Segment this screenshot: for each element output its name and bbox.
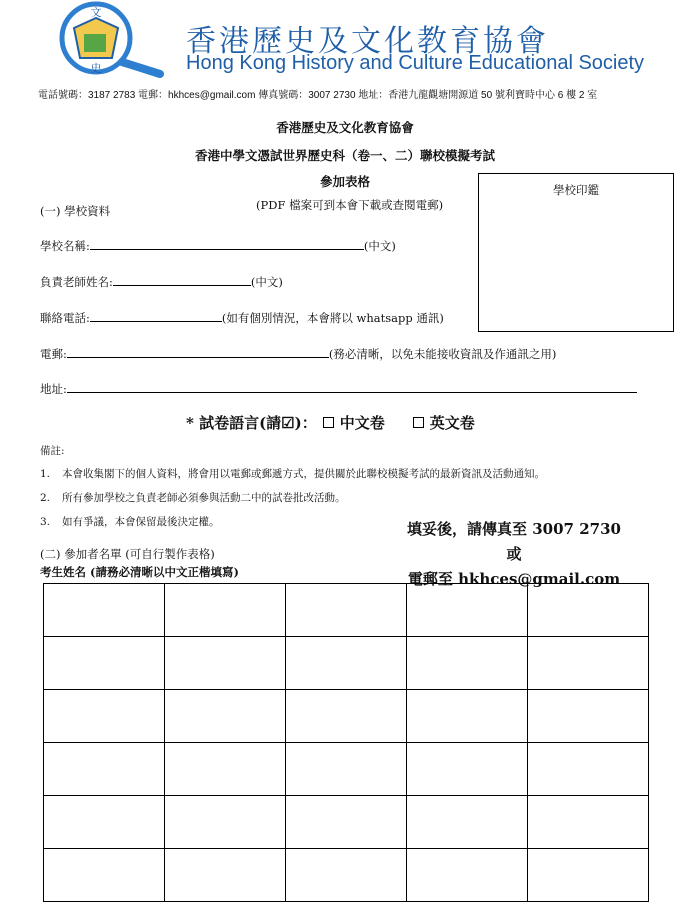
school-name-label: 學校名稱: — [40, 239, 90, 253]
name-cell[interactable] — [44, 743, 165, 796]
name-cell[interactable] — [165, 637, 286, 690]
teacher-name-label: 負責老師姓名: — [40, 275, 113, 289]
name-cell[interactable] — [165, 796, 286, 849]
name-cell[interactable] — [528, 637, 649, 690]
name-cell[interactable] — [44, 849, 165, 902]
teacher-name-suffix: (中文) — [250, 275, 283, 289]
notes-heading: 備註: — [40, 445, 65, 457]
contact-line: 電話號碼：3187 2783 電郵：hkhces@gmail.com 傳真號碼：3007 2730 地址：香港九龍觀塘開源道 50 號利寶時中心 6 樓 2 室 — [38, 90, 598, 101]
return-instruction-line1: 填妥後，請傳真至 3007 2730 或 — [407, 520, 621, 563]
society-logo — [52, 0, 184, 80]
name-cell[interactable] — [44, 796, 165, 849]
exam-language-row — [186, 412, 475, 433]
note-item — [40, 490, 346, 505]
logo-char-bottom: 史 — [90, 62, 102, 75]
email-suffix: (務必清晰，以免未能接收資訊及作通訊之用) — [328, 347, 557, 361]
note-item — [40, 514, 220, 529]
note-text: 本會收集閣下的個人資料，將會用以電郵或郵遞方式，提供關於此聯校模擬考試的最新資訊及活動通知。 — [62, 468, 545, 480]
section1-heading: (一) 學校資料 — [40, 204, 111, 218]
name-cell[interactable] — [165, 584, 286, 637]
table-row — [44, 637, 649, 690]
name-cell[interactable] — [165, 849, 286, 902]
return-instruction — [398, 517, 630, 592]
name-cell[interactable] — [407, 796, 528, 849]
return-instruction-line2: 電郵至 hkhces@gmail.com — [407, 570, 621, 588]
name-cell[interactable] — [165, 743, 286, 796]
english-paper-label: 英文卷 — [429, 414, 475, 432]
teacher-name-field[interactable] — [113, 273, 251, 286]
table-row — [44, 849, 649, 902]
title-form: 參加表格 — [319, 174, 370, 189]
name-cell[interactable] — [286, 796, 407, 849]
logo-char-top: 文 — [90, 6, 102, 19]
org-name-en: Hong Kong History and Culture Educational Society — [186, 52, 645, 74]
chinese-paper-checkbox[interactable] — [323, 417, 334, 428]
school-name-suffix: (中文) — [363, 239, 396, 253]
school-stamp-box — [478, 173, 674, 332]
note-number: 2. — [40, 492, 51, 504]
school-name-field[interactable] — [90, 237, 364, 250]
name-cell[interactable] — [407, 690, 528, 743]
name-cell[interactable] — [407, 743, 528, 796]
note-text: 如有爭議，本會保留最後決定權。 — [62, 516, 220, 528]
pdf-note: (PDF 檔案可到本會下載或查閱電郵) — [256, 198, 444, 212]
name-cell[interactable] — [165, 690, 286, 743]
phone-row — [40, 309, 444, 326]
name-cell[interactable] — [286, 584, 407, 637]
org-name-zh: 香港歷史及文化教育協會 — [186, 24, 549, 59]
email-field[interactable] — [67, 345, 329, 358]
email-row — [40, 345, 556, 362]
name-cell[interactable] — [528, 584, 649, 637]
phone-field[interactable] — [90, 309, 222, 322]
table-row — [44, 743, 649, 796]
name-cell[interactable] — [528, 743, 649, 796]
chinese-paper-label: 中文卷 — [339, 414, 385, 432]
name-cell[interactable] — [528, 849, 649, 902]
name-cell[interactable] — [44, 637, 165, 690]
title-exam: 香港中學文憑試世界歷史科（卷一、二）聯校模擬考試 — [194, 148, 495, 163]
name-cell[interactable] — [286, 690, 407, 743]
language-prefix: * 試卷語言(請☑)： — [186, 414, 317, 432]
address-row — [40, 380, 637, 397]
table-row — [44, 584, 649, 637]
name-cell[interactable] — [286, 743, 407, 796]
name-cell[interactable] — [407, 637, 528, 690]
phone-label: 聯絡電話: — [40, 311, 90, 325]
address-label: 地址: — [40, 382, 67, 396]
email-label: 電郵: — [40, 347, 67, 361]
note-item — [40, 466, 545, 481]
teacher-name-row — [40, 273, 283, 290]
name-cell[interactable] — [407, 584, 528, 637]
table-row — [44, 690, 649, 743]
phone-suffix: (如有個別情況，本會將以 whatsapp 通訊) — [221, 311, 444, 325]
section2-subheading: 考生姓名 (請務必清晰以中文正楷填寫) — [40, 565, 239, 579]
school-name-row — [40, 237, 396, 254]
note-number: 1. — [40, 468, 51, 480]
note-number: 3. — [40, 516, 51, 528]
table-row — [44, 796, 649, 849]
name-cell[interactable] — [528, 796, 649, 849]
stamp-label: 學校印鑑 — [553, 183, 599, 197]
name-cell[interactable] — [407, 849, 528, 902]
title-org: 香港歷史及文化教育協會 — [276, 120, 414, 135]
participants-table — [43, 583, 649, 902]
name-cell[interactable] — [44, 690, 165, 743]
address-field[interactable] — [67, 380, 637, 393]
name-cell[interactable] — [528, 690, 649, 743]
section2-heading: (二) 參加者名單 (可自行製作表格) — [40, 547, 215, 561]
name-cell[interactable] — [286, 637, 407, 690]
english-paper-checkbox[interactable] — [413, 417, 424, 428]
note-text: 所有參加學校之負責老師必須參與活動二中的試卷批改活動。 — [62, 492, 346, 504]
name-cell[interactable] — [44, 584, 165, 637]
name-cell[interactable] — [286, 849, 407, 902]
